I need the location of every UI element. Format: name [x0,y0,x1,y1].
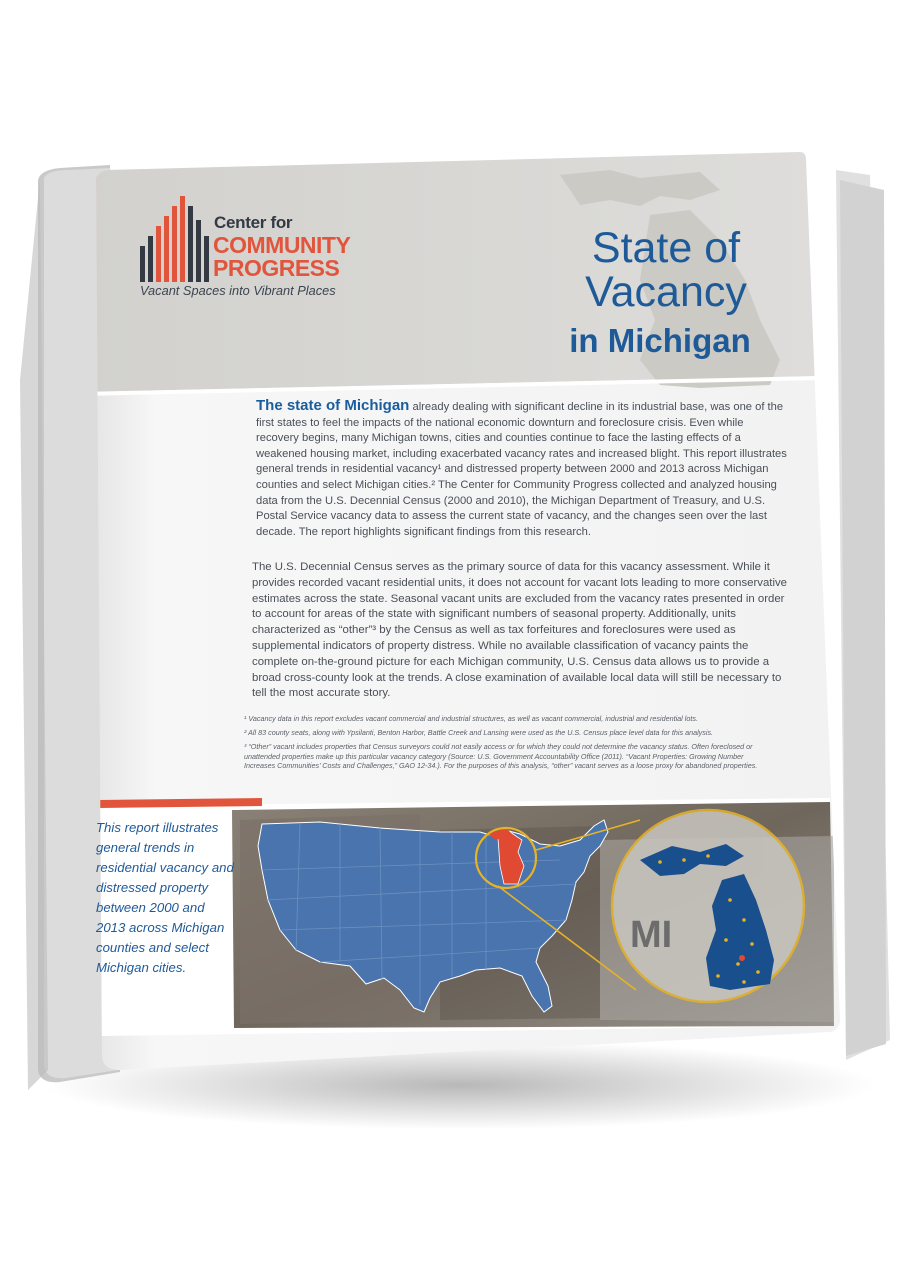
footnote-1: ¹ Vacancy data in this report excludes vacant commercial and industrial structures, as well as vacant commercial, industrial and residential lots. [244,714,698,723]
intro-body: already dealing with significant decline in its industrial base, was one of the first states to feel the impacts of the national economic downturn and foreclosure crisis. Even while recovery begins, many Michigan towns, cities and counties continue to face the lasting effects of a weakened housing market, including exacerbated vacancy rates and increased blight. This report illustrates general trends in residential vacancy¹ and distressed property between 2000 and 2013 across Michigan counties and select Michigan cities.² The Center for Community Progress collected and analyzed housing data from the U.S. Decennial Census (2000 and 2010), the Michigan Department of Treasury, and U.S. Postal Service vacancy data to assess the current state of vacancy, and the changes seen over the last decade. The report highlights significant findings from this research. [256,401,787,538]
sidebar-quote: This report illustrates general trends in residential vacancy and distressed property between 2000 and 2013 across Michigan counties and select Michigan cities. [96,820,234,975]
footnote-2: ² All 83 county seats, along with Ypsilanti, Benton Harbor, Battle Creek and Lansing were used as the U.S. Census place level data for this analysis. [244,728,714,737]
logo-text-line3: PROGRESS [213,255,340,281]
intro-paragraph [256,398,788,540]
footnote-3: ³ “Other” vacant includes properties that Census surveyors could not easily access or for which they could not determine the vacancy status. Often foreclosed or unattended properties make up this particular vacancy category (Source: U.S. Government Accountability Office (2011). “Vacant Properties: Growing Number Increases Communities’ Costs and Challenges,” GAO 12-34.). For the purposes of this analysis, “other” vacant serves as a loose proxy for abandoned properties. [244,742,758,771]
body-paragraph: The U.S. Decennial Census serves as the primary source of data for this vacancy assessment. While it provides recorded vacant residential units, it does not account for vacant lots leading to more conservative estimates across the state. Seasonal vacant units are excluded from the vacancy rates presented in order to account for areas of the state with significant numbers of seasonal property. Additionally, units characterized as “other”³ by the Census as well as tax forfeitures and foreclosures were used as supplemental indicators of property distress. While no available classification of vacancy paints the complete on-the-ground picture for each Michigan community, U.S. Census data allows us to provide a broad cross-county look at the trends. A close examination of available local data will still be necessary to tell the most accurate story. [252,561,788,700]
logo-text-line2: COMMUNITY [213,232,351,258]
intro-lead: The state of Michigan [256,397,410,414]
title-line3: in Michigan [569,322,751,359]
title-line1: State of [591,224,741,272]
title-line2: Vacancy [585,268,747,316]
map-inset-label: MI [630,914,673,956]
logo-text-line1: Center for [214,213,293,232]
logo-tagline: Vacant Spaces into Vibrant Places [140,283,336,298]
